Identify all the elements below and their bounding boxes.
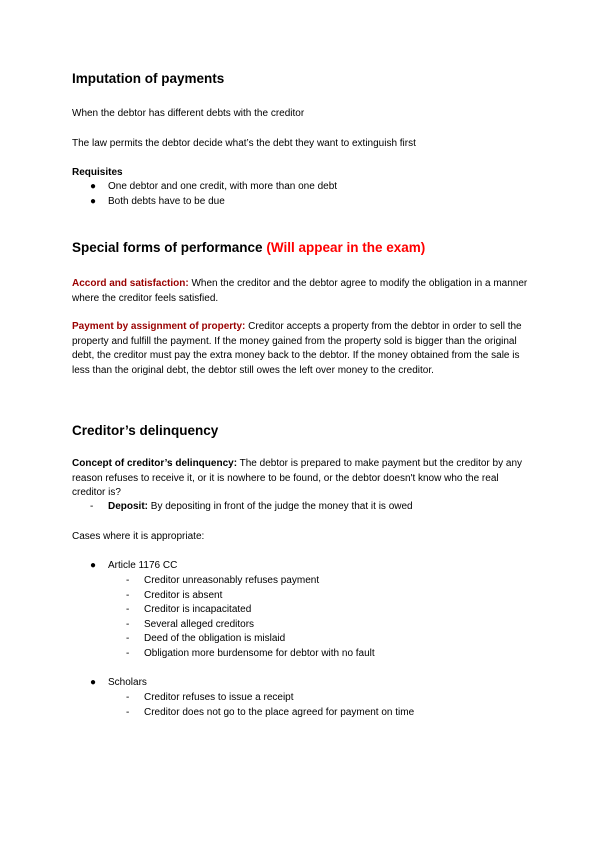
dash-icon: - — [126, 575, 130, 586]
dash-icon: - — [126, 618, 130, 630]
bullet-icon: ● — [90, 181, 97, 192]
dash-icon: - — [126, 604, 130, 616]
list-item: - Deposit: By depositing in front of the judge the money that it is owed — [72, 500, 532, 515]
list-item: - Creditor refuses to issue a receipt — [72, 691, 532, 706]
heading-imputation-of-payments: Imputation of payments — [72, 71, 225, 86]
list-item: ● Article 1176 CC — [72, 559, 532, 574]
bullet-icon: ● — [90, 195, 97, 207]
list-item: - Creditor unreasonably refuses payment — [72, 574, 532, 589]
paragraph-cases-label: Cases where it is appropriate: — [72, 531, 205, 542]
scholars-sub-list — [72, 691, 532, 720]
dash-icon: - — [126, 692, 130, 703]
dash-icon: - — [126, 633, 130, 645]
paragraph-imputation-definition: When the debtor has different debts with the creditor — [72, 108, 305, 119]
list-item: ● One debtor and one credit, with more than one debt — [72, 180, 532, 195]
list-item: ● Both debts have to be due — [72, 195, 532, 210]
list-item: - Creditor is incapacitated — [72, 603, 532, 618]
cases-scholars-list — [72, 676, 532, 691]
heading-creditors-delinquency: Creditor’s delinquency — [72, 423, 219, 438]
article-sub-list — [72, 574, 532, 662]
bullet-icon: ● — [90, 560, 97, 571]
cases-article-list — [72, 559, 532, 574]
list-item: ● Scholars — [72, 676, 532, 691]
paragraph-payment-by-assignment: Payment by assignment of property: Creditor accepts a property from the debtor in order to sell the property and fulfill the payment. If the money gained from the property sold is bigger than the original debt, the creditor must pay the extra money back to the debtor. If the money obtained from the sale is less than the original debt, the debtor still owes the left over money to the creditor. — [72, 321, 522, 376]
list-item: - Creditor is absent — [72, 589, 532, 604]
requisites-list — [72, 180, 532, 209]
dash-icon: - — [126, 589, 130, 601]
list-item: - Deed of the obligation is mislaid — [72, 632, 532, 647]
list-item: - Several alleged creditors — [72, 618, 532, 633]
requisites-label: Requisites — [72, 167, 123, 178]
heading-special-forms: Special forms of performance (Will appear in the exam) — [72, 240, 426, 255]
dash-icon: - — [90, 501, 94, 512]
deposit-list — [72, 500, 532, 515]
paragraph-concept-of-delinquency: Concept of creditor’s delinquency: The debtor is prepared to make payment but the creditor by any reason refuses to receive it, or it is nowhere to be found, or the debtor doesn't know who the real creditor is? — [72, 458, 523, 499]
paragraph-imputation-law: The law permits the debtor decide what’s the debt they want to extinguish first — [72, 138, 416, 149]
exam-note: (Will appear in the exam) — [266, 240, 426, 255]
list-item: - Obligation more burdensome for debtor with no fault — [72, 647, 532, 662]
dash-icon: - — [126, 647, 130, 659]
paragraph-accord-and-satisfaction: Accord and satisfaction: When the creditor and the debtor agree to modify the obligation in a manner where the creditor feels satisfied. — [72, 278, 528, 304]
dash-icon: - — [126, 706, 130, 718]
list-item: - Creditor does not go to the place agreed for payment on time — [72, 706, 532, 721]
bullet-icon: ● — [90, 677, 97, 688]
